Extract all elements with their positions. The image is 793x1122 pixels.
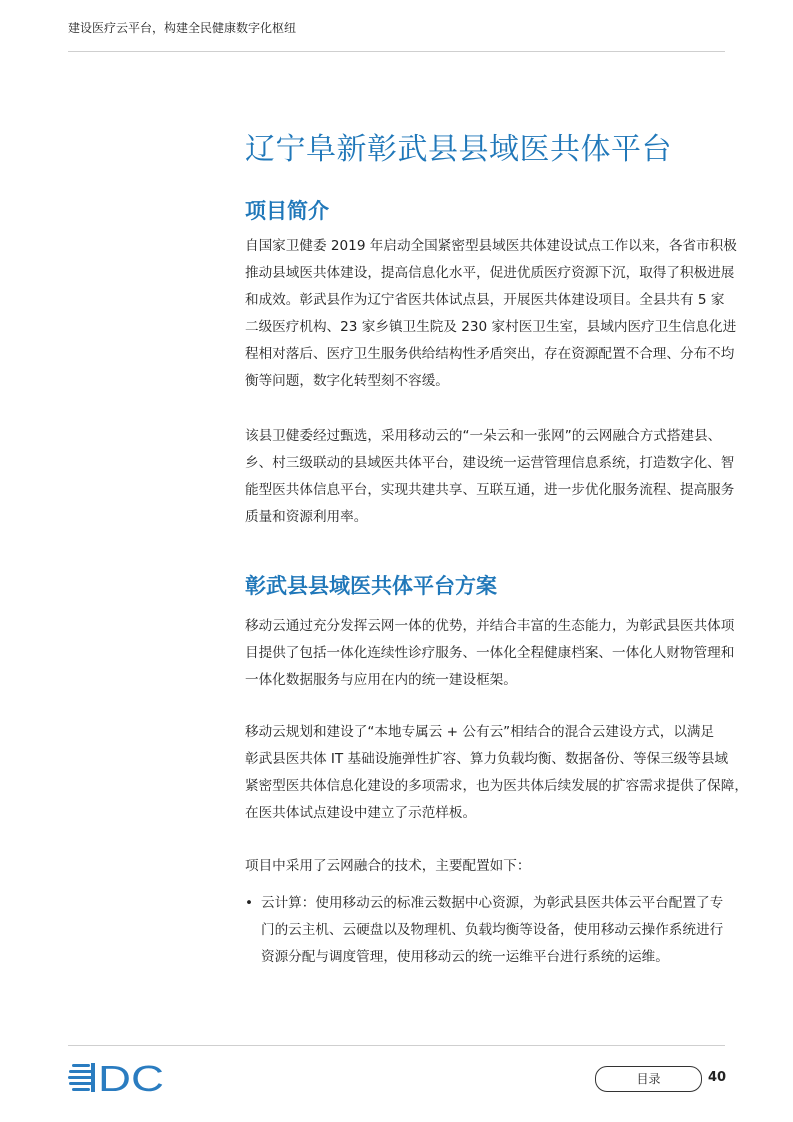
- bullet-icon: •: [245, 895, 254, 911]
- text-line: 该县卫健委经过甄选，采用移动云的“一朵云和一张网”的云网融合方式搭建县、: [245, 428, 722, 444]
- idc-logo: [68, 1062, 168, 1098]
- text-line: 紧密型医共体信息化建设的多项需求，也为医共体后续发展的扩容需求提供了保障，: [245, 778, 748, 794]
- text-line: 云计算：使用移动云的标准云数据中心资源，为彰武县医共体云平台配置了专: [261, 895, 724, 911]
- section-heading-solution: 彰武县县域医共体平台方案: [245, 574, 497, 598]
- page-number: 40: [708, 1070, 727, 1085]
- text-line: 质量和资源利用率。: [245, 509, 368, 525]
- footer-divider: [68, 1045, 725, 1046]
- paragraph: [245, 719, 748, 827]
- text-line: 自国家卫健委 2019 年启动全国紧密型县域医共体建设试点工作以来，各省市积极: [245, 238, 737, 254]
- paragraph: [245, 423, 735, 531]
- text-line: 能型医共体信息平台，实现共建共享、互联互通，进一步优化服务流程、提高服务: [245, 482, 735, 498]
- text-line: 项目中采用了云网融合的技术，主要配置如下：: [245, 858, 531, 874]
- paragraph: [245, 233, 737, 395]
- running-header: 建设医疗云平台，构建全民健康数字化枢纽: [68, 21, 297, 35]
- page-title: 辽宁阜新彰武县县域医共体平台: [245, 132, 672, 167]
- bullet-item: [245, 890, 723, 971]
- section-heading-intro: 项目简介: [245, 199, 329, 223]
- text-line: 在医共体试点建设中建立了示范样板。: [245, 805, 477, 821]
- paragraph: [245, 613, 735, 694]
- text-line: 程相对落后、医疗卫生服务供给结构性矛盾突出，存在资源配置不合理、分布不均: [245, 346, 735, 362]
- text-line: 和成效。彰武县作为辽宁省医共体试点县，开展医共体建设项目。全县共有 5 家: [245, 292, 725, 308]
- text-line: 推动县域医共体建设，提高信息化水平，促进优质医疗资源下沉，取得了积极进展: [245, 265, 735, 281]
- text-line: 乡、村三级联动的县域医共体平台，建设统一运营管理信息系统，打造数字化、智: [245, 455, 735, 471]
- text-line: 一体化数据服务与应用在内的统一建设框架。: [245, 672, 517, 688]
- text-line: 目提供了包括一体化连续性诊疗服务、一体化全程健康档案、一体化人财物管理和: [245, 645, 735, 661]
- table-of-contents-button[interactable]: 目录: [595, 1066, 702, 1092]
- text-line: 移动云通过充分发挥云网一体的优势，并结合丰富的生态能力，为彰武县医共体项: [245, 618, 735, 634]
- text-line: 衡等问题，数字化转型刻不容缓。: [245, 373, 449, 389]
- text-line: 移动云规划和建设了“本地专属云 + 公有云”相结合的混合云建设方式，以满足: [245, 724, 715, 740]
- paragraph: [245, 853, 727, 880]
- header-divider: [68, 51, 725, 52]
- text-line: 资源分配与调度管理，使用移动云的统一运维平台进行系统的运维。: [261, 949, 669, 965]
- text-line: 门的云主机、云硬盘以及物理机、负载均衡等设备，使用移动云操作系统进行: [261, 922, 724, 938]
- text-line: 彰武县医共体 IT 基础设施弹性扩容、算力负载均衡、数据备份、等保三级等县域: [245, 751, 729, 767]
- logo-text: DC: [98, 1062, 164, 1094]
- text-line: 二级医疗机构、23 家乡镇卫生院及 230 家村医卫生室，县域内医疗卫生信息化进: [245, 319, 737, 335]
